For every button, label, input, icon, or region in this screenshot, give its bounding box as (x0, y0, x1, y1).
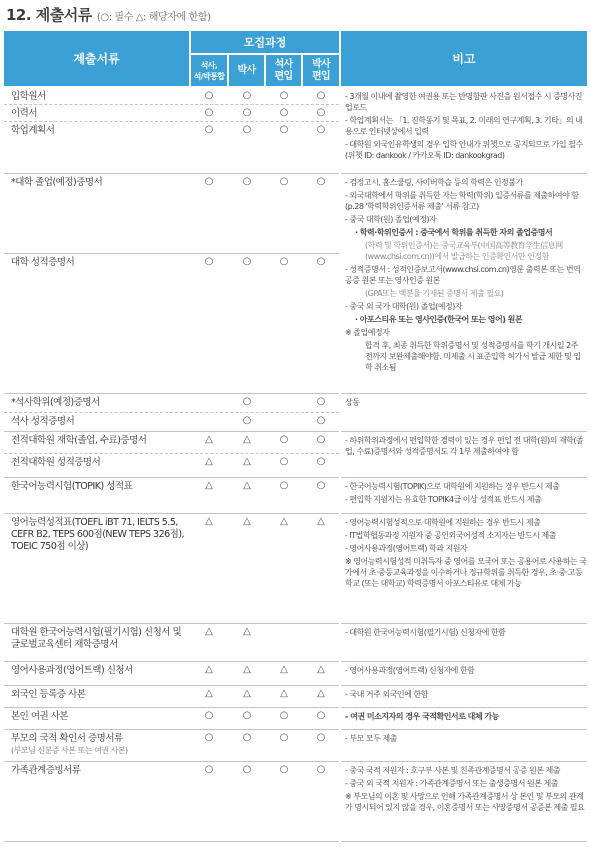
table-row (4, 762, 339, 842)
note-line: - 부모 모두 제출 (345, 734, 397, 743)
note-line: - 편입학 지원자는 유효한 TOPIK4급 이상 성적표 반드시 제출 (345, 495, 542, 504)
section-title (6, 4, 211, 26)
note-line: 상동 (345, 398, 360, 407)
note-line: - 성적증명서 : 성적인증보고서(www.chsi.com.cn)영문 출력본 또는 번역공증 원본 또는 영사인증 원본 (345, 265, 581, 285)
note-line: - 영어사용과정(영어트랙) 신청자에 한함 (345, 666, 475, 675)
note-cell-n1 (341, 88, 587, 174)
requirement-mark: ○ (242, 256, 252, 267)
table-row (4, 105, 339, 122)
document-name: *대학 졸업(예정)증명서 (11, 177, 103, 188)
header-notes: 비고 (341, 31, 587, 86)
note-line: · 학력·학위인증서 : 중국에서 학위를 취득한 자의 졸업증명서 (355, 228, 553, 237)
table-row (4, 686, 339, 708)
note-line: - 영어능력시험성적으로 대학원에 지원하는 경우 반드시 제출 (345, 518, 541, 527)
note-line: 합격 후, 최종 취득한 학위증명서 및 성적증명서를 학기 개시일 2주 전까지 보완제출해야함. 미제출 시 표준입학 허가서 발급 제한 및 입학 취소됨 (365, 341, 581, 372)
requirement-mark: ○ (204, 256, 214, 267)
note-cell-n6 (341, 514, 587, 624)
document-name: 외국인 등록증 사본 (11, 689, 86, 700)
document-name: 학업계획서 (11, 125, 55, 136)
requirement-mark: △ (243, 688, 251, 699)
requirement-mark: ○ (204, 107, 214, 118)
requirement-mark: △ (205, 480, 213, 491)
requirement-mark: △ (243, 480, 251, 491)
note-line: (학력 및 학위인증서)는 중국교육부(中国高等教育学生信息网(www.chsi.com.cn))에서 발급하는 인증확인서만 인정함 (365, 241, 563, 261)
table-row (4, 624, 339, 662)
table-row (4, 514, 339, 624)
section-title-legend: (○: 필수 △: 해당자에 한함) (96, 12, 211, 23)
requirement-mark: ○ (279, 124, 289, 135)
requirement-mark: ○ (204, 176, 214, 187)
note-line: ※ 영어능력시험성적 미취득자 중 영어를 모국어 또는 공용어로 사용하는 국가에서 초·중등교육과정을 이수하거나 정규학위를 취득한 경우, 초·중·고등학교 (또는 대학교) 학력증명서 아포스티유로 대체 가능 (345, 557, 587, 588)
requirement-mark: ○ (279, 480, 289, 491)
requirement-mark: ○ (204, 764, 214, 775)
requirement-mark: ○ (316, 710, 326, 721)
requirement-mark: ○ (279, 456, 289, 467)
table-row (4, 478, 339, 514)
requirement-mark: △ (205, 664, 213, 675)
table-row (4, 413, 339, 432)
requirement-mark: ○ (316, 107, 326, 118)
requirement-mark: ○ (279, 256, 289, 267)
note-line: - 여권 미소지자의 경우 국적확인서로 대체 가능 (345, 712, 499, 721)
header-col-masters: 석사, 석/박통합 (191, 55, 227, 86)
requirement-mark: ○ (242, 124, 252, 135)
note-line: - 학업계획서는 「1. 진학동기 및 목표, 2. 미래의 연구계획, 3. 기타」의 내용으로 인터넷상에서 입력 (345, 116, 583, 136)
requirement-mark: ○ (242, 396, 252, 407)
header-course: 모집과정 (191, 31, 339, 53)
document-name: 전적대학원 재학(졸업, 수료)증명서 (11, 435, 147, 446)
requirement-mark: △ (317, 516, 325, 527)
requirement-mark: ○ (204, 90, 214, 101)
requirement-mark: ○ (242, 710, 252, 721)
note-line: - 대학원 외국인유학생의 경우 입학 안내가 위챗으로 공지되므로 가입 필수(위챗 ID: dankook / 카카오톡 ID: dankookgrad) (345, 140, 583, 160)
requirement-mark: △ (205, 434, 213, 445)
document-name: *석사학위(예정)증명서 (11, 397, 100, 408)
document-name: 전적대학원 성적증명서 (11, 457, 101, 468)
requirement-mark: ○ (204, 732, 214, 743)
note-line: - 한국어능력시험(TOPIK)으로 대학원에 지원하는 경우 반드시 제출 (345, 482, 560, 491)
document-name: 입학원서 (11, 91, 46, 102)
table-row (4, 254, 339, 394)
requirement-mark: △ (243, 516, 251, 527)
requirement-mark: △ (243, 456, 251, 467)
requirement-mark: ○ (242, 107, 252, 118)
document-name: 영어능력성적표(TOEFL iBT 71, IELTS 5.5, CEFR B2, TEPS 600점(NEW TEPS 326점), TOEIC 750점 이상) (11, 517, 185, 552)
note-line: - 영어사용과정(영어트랙) 학과 지원자 (345, 544, 468, 553)
requirement-mark: ○ (279, 176, 289, 187)
document-name: 이력서 (11, 108, 38, 119)
note-line: - 외국대학에서 학위를 취득한 자는 학력(학위) 입증서류를 제출하여야 함 (p.28 '학력학위인증서류 제출' 서류 참고) (345, 191, 579, 211)
document-name: 대학원 한국어능력시험(필기시험) 신청서 및 글로벌교육센터 재학증명서 (11, 627, 182, 650)
requirement-mark: △ (317, 688, 325, 699)
requirement-mark: ○ (316, 434, 326, 445)
requirement-mark: ○ (316, 415, 326, 426)
requirement-mark: ○ (316, 124, 326, 135)
requirement-mark: ○ (204, 710, 214, 721)
requirement-mark: ○ (279, 434, 289, 445)
requirement-mark: △ (205, 688, 213, 699)
requirement-mark: △ (205, 626, 213, 637)
header-col-phd-transfer: 박사 편입 (303, 55, 339, 86)
table-row (4, 88, 339, 105)
note-cell-n2 (341, 174, 587, 394)
table-row (4, 432, 339, 454)
document-name: 부모의 국적 확인서 증명서류 (부모님 신분증 사본 또는 여권 사본) (11, 733, 191, 757)
document-name: 한국어능력시험(TOPIK) 성적표 (11, 481, 133, 492)
requirement-mark: △ (205, 516, 213, 527)
header-col-masters-transfer: 석사 편입 (266, 55, 301, 86)
requirement-mark: △ (317, 664, 325, 675)
requirement-mark: ○ (204, 124, 214, 135)
requirement-mark: △ (205, 456, 213, 467)
note-line: - 하위학위과정에서 편입학한 경력이 있는 경우 편입 전 대학(원)의 재학(졸업, 수료)증명서와 성적증명서도 각 1부 제출하여야 함 (345, 436, 584, 456)
requirement-mark: ○ (242, 415, 252, 426)
note-line: - 검정고시, 홈스쿨링, 사이버학습 등의 학력은 인정불가 (345, 178, 523, 187)
requirement-mark: ○ (316, 396, 326, 407)
requirement-mark: ○ (242, 176, 252, 187)
table-row (4, 708, 339, 730)
requirement-mark: ○ (242, 764, 252, 775)
note-cell-n5 (341, 478, 587, 514)
header-col-phd: 박사 (229, 55, 264, 86)
note-line: - 대학원 한국어능력시험(필기시험) 신청자에 한함 (345, 628, 506, 637)
requirement-mark: △ (280, 688, 288, 699)
table-row (4, 454, 339, 478)
note-cell-n11 (341, 730, 587, 762)
document-name-sub: (부모님 신분증 사본 또는 여권 사본) (11, 746, 128, 755)
requirement-mark: ○ (316, 90, 326, 101)
note-line: - 중국 외 국적 지원자 : 가족관계증명서 또는 출생증명서 원본 제출 (345, 779, 558, 788)
note-line: - 중국 대학(원) 졸업(예정)자 (345, 215, 437, 224)
document-name: 영어사용과정(영어트랙) 신청서 (11, 665, 133, 676)
section-title-main: 12. 제출서류 (6, 6, 92, 24)
requirement-mark: ○ (316, 256, 326, 267)
note-line: · 아포스티유 또는 영사인증(한국어 또는 영어) 원본 (355, 315, 523, 324)
requirement-mark: ○ (316, 732, 326, 743)
requirement-mark: ○ (242, 90, 252, 101)
note-line: - 국내 거주 외국인에 한함 (345, 690, 428, 699)
table-row (4, 394, 339, 413)
note-cell-n12 (341, 762, 587, 842)
requirement-mark: ○ (316, 480, 326, 491)
note-line: - 중국 외 국가 대학(원) 졸업(예정)자 (345, 302, 463, 311)
header-documents: 제출서류 (4, 31, 189, 86)
requirement-mark: ○ (242, 732, 252, 743)
note-line: - IT법학협동과정 지원자 중 공인외국어성적 소지자는 반드시 제출 (345, 531, 556, 540)
note-line: - 중국 국적 지원자 : 호구부 사본 및 친족관계증명서 공증 원본 제출 (345, 766, 560, 775)
requirement-mark: ○ (316, 456, 326, 467)
requirement-mark: △ (280, 664, 288, 675)
requirement-mark: △ (243, 434, 251, 445)
document-name: 본인 여권 사본 (11, 711, 69, 722)
note-line: - 3개월 이내에 촬영한 여권용 또는 반명함판 사진을 원서접수 시 증명사진 업로드 (345, 92, 583, 112)
requirement-mark: ○ (316, 764, 326, 775)
requirement-mark: ○ (316, 176, 326, 187)
table-row (4, 122, 339, 174)
note-line: ※ 졸업예정자 (345, 328, 390, 337)
note-cell-n10 (341, 708, 587, 730)
table-row (4, 174, 339, 254)
requirement-mark: △ (280, 516, 288, 527)
note-cell-n4 (341, 432, 587, 478)
requirement-mark: ○ (279, 710, 289, 721)
requirement-mark: ○ (279, 764, 289, 775)
document-name: 대학 성적증명서 (11, 257, 75, 268)
note-line: ※ 부모님의 이혼 및 사망으로 인해 가족관계증명서 상 본인 및 부모의 관계가 명시되어 있지 않을 경우, 이혼증명서 또는 사망증명서 공증본 제출 필요 (345, 792, 585, 812)
table-row (4, 662, 339, 686)
document-name: 석사 성적증명서 (11, 416, 75, 427)
requirement-mark: ○ (279, 90, 289, 101)
requirement-mark: △ (243, 626, 251, 637)
table-row (4, 730, 339, 762)
note-cell-n3 (341, 394, 587, 432)
note-cell-n7 (341, 624, 587, 662)
requirement-mark: ○ (279, 732, 289, 743)
requirement-mark: △ (243, 664, 251, 675)
requirement-mark: ○ (279, 107, 289, 118)
note-line: (GPA또는 백분율 기재된 증명서 제출 필요) (365, 289, 504, 298)
note-cell-n9 (341, 686, 587, 708)
note-cell-n8 (341, 662, 587, 686)
document-name: 가족관계증빙서류 (11, 765, 81, 776)
